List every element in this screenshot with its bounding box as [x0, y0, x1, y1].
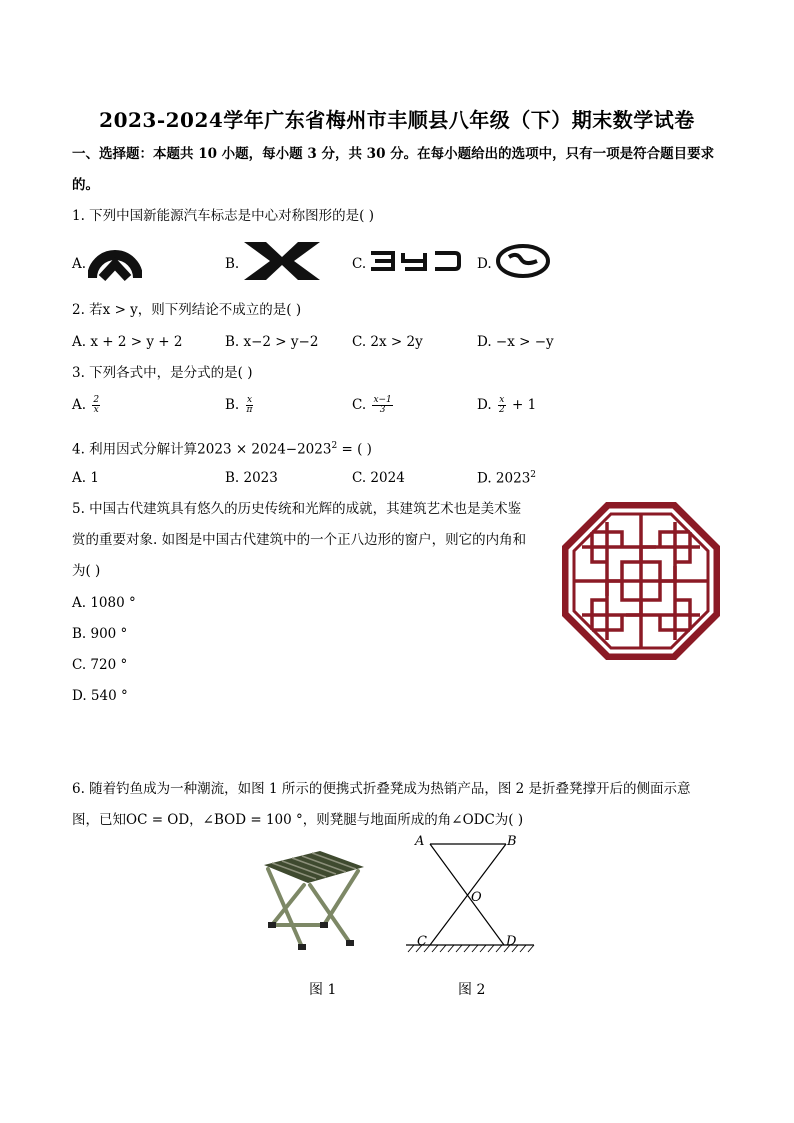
q4-option-d-sup: 2	[530, 470, 537, 480]
figure-2-caption: 图 2	[458, 982, 486, 998]
q2-option-c: C. 2x > 2y	[352, 334, 423, 350]
q5-option-d: D. 540 °	[72, 688, 128, 704]
q4-option-c: C. 2024	[352, 470, 405, 486]
q5-option-c: C. 720 °	[72, 657, 128, 673]
logo-a-icon	[88, 238, 142, 284]
folding-stool-figure	[258, 843, 368, 958]
q3-option-a	[72, 396, 102, 415]
q3-option-c	[352, 396, 395, 415]
question-6-line1: 6. 随着钓鱼成为一种潮流，如图 1 所示的便携式折叠凳成为热销产品，图 2 是折叠凳撑开后的侧面示意	[72, 781, 691, 797]
page-title: 2023-2024学年广东省梅州市丰顺县八年级（下）期末数学试卷	[99, 108, 695, 132]
q5-option-b: B. 900 °	[72, 626, 128, 642]
fraction-num: x	[246, 395, 253, 405]
octagon-window-figure	[562, 502, 720, 660]
question-1-stem: 1. 下列中国新能源汽车标志是中心对称图形的是( )	[72, 208, 374, 224]
q4-stem-post: = ( )	[337, 441, 372, 458]
q1-option-d-label: D.	[477, 256, 492, 272]
fraction-den: 3	[379, 405, 386, 415]
fraction-num: x−1	[373, 395, 392, 405]
question-3-stem: 3. 下列各式中，是分式的是( )	[72, 365, 253, 381]
fraction-a	[92, 396, 100, 415]
q2-option-b: B. x−2 > y−2	[225, 334, 319, 350]
q4-option-a: A. 1	[72, 470, 99, 486]
fraction-c	[372, 396, 392, 415]
q4-option-d	[477, 470, 536, 487]
q3-option-b-label: B.	[225, 397, 240, 413]
figure-1-caption: 图 1	[309, 982, 337, 998]
q4-option-d-text: D. 2023	[477, 470, 531, 487]
point-label-c: C	[417, 934, 427, 949]
fraction-b	[246, 396, 254, 415]
q1-option-b-label: B.	[225, 256, 240, 272]
q5-option-a: A. 1080 °	[72, 595, 136, 611]
fraction-den: π	[246, 405, 253, 415]
point-label-o: O	[471, 890, 482, 905]
q3-option-b	[225, 396, 255, 415]
q3-option-d	[477, 396, 536, 415]
point-label-b: B	[507, 834, 517, 849]
q3-option-c-label: C.	[352, 397, 367, 413]
point-label-a: A	[415, 834, 425, 849]
question-6-line2: 图，已知OC = OD，∠BOD = 100 °，则凳腿与地面所成的角∠ODC为( )	[72, 812, 524, 828]
q4-option-b: B. 2023	[225, 470, 278, 486]
q4-stem-sup: 2	[331, 441, 338, 451]
stool-side-diagram	[400, 833, 540, 958]
q2-option-d: D. −x > −y	[477, 334, 554, 350]
logo-b-icon	[242, 240, 322, 282]
section-heading-line2: 的。	[72, 177, 99, 193]
q1-option-a-label: A.	[72, 256, 87, 272]
logo-d-icon	[495, 243, 551, 279]
q3-option-d-tail: + 1	[511, 397, 537, 413]
logo-c-icon	[369, 250, 461, 272]
point-label-d: D	[506, 934, 517, 949]
q1-option-c-label: C.	[352, 256, 367, 272]
fraction-den: x	[93, 405, 99, 415]
section-heading-line1: 一、选择题：本题共 10 小题，每小题 3 分，共 30 分。在每小题给出的选项中，只有一项是符合题目要求	[72, 146, 715, 162]
question-2-stem: 2. 若x > y，则下列结论不成立的是( )	[72, 302, 302, 318]
fraction-d	[498, 396, 506, 415]
q3-option-a-label: A.	[72, 397, 87, 413]
question-5-line1: 5. 中国古代建筑具有悠久的历史传统和光辉的成就，其建筑艺术也是美术鉴	[72, 501, 522, 517]
fraction-num: x	[499, 395, 505, 405]
question-5-line2: 赏的重要对象. 如图是中国古代建筑中的一个正八边形的窗户，则它的内角和	[72, 532, 527, 548]
q3-option-d-label: D.	[477, 397, 492, 413]
q2-option-a: A. x + 2 > y + 2	[72, 334, 183, 350]
question-4-stem	[72, 437, 372, 459]
q4-stem-pre: 4. 利用因式分解计算2023 × 2024−2023	[72, 441, 332, 458]
fraction-num: 2	[93, 395, 100, 405]
question-5-line3: 为( )	[72, 563, 101, 579]
fraction-den: 2	[498, 405, 505, 415]
